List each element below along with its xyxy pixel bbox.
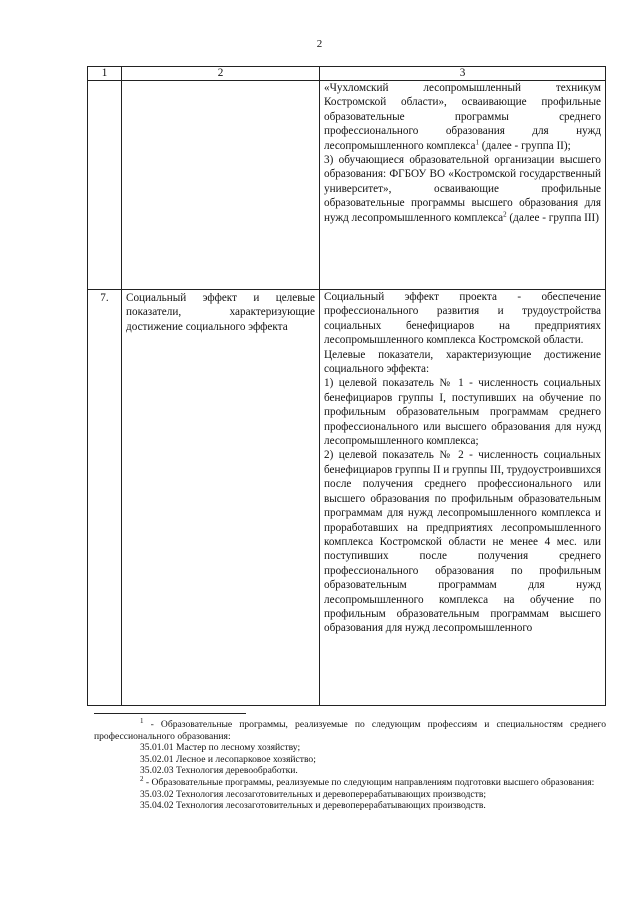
- row-number-cell: [88, 81, 122, 290]
- row-name-cell: Социальный эффект и целевые показатели, характеризующие достижение социального эффекта: [122, 290, 320, 706]
- footnote-ref: 2: [503, 209, 507, 218]
- table-header-row: [88, 67, 606, 81]
- indicators-intro: Целевые показатели, характеризующие достижение социального эффекта:: [324, 348, 601, 376]
- footnote-1: [94, 716, 606, 742]
- footnote-2-item: 35.04.02 Технология лесозаготовительных и деревоперерабатывающих производств.: [140, 800, 486, 812]
- paragraph-tail: (далее - группа II);: [478, 139, 571, 152]
- row-name-cell: [122, 81, 320, 290]
- row-content-cell: [320, 81, 606, 290]
- table-row-continued: [88, 81, 606, 290]
- footnote-1-item: 35.02.01 Лесное и лесопарковое хозяйство;: [140, 753, 316, 765]
- row-content-cell: [320, 290, 606, 706]
- footnote-mark: 1: [140, 716, 144, 725]
- passport-table: [87, 66, 606, 706]
- footnote-2: [94, 774, 606, 789]
- header-cell-2: 2: [122, 67, 320, 81]
- continued-paragraph-2: [324, 153, 601, 225]
- header-cell-3: 3: [320, 67, 606, 81]
- indicator-2: 2) целевой показатель № 2 - численность социальных бенефициаров группы II и группы III, трудоустроившихся после получения среднего профессионального или высшего образования по профильным образовательным программам для нужд лесопромышленного комплекса и проработавших на предприятиях лесопромышленного комплекса Костромской области не менее 4 мес. или поступивших после получения среднего профессионального образования по профильным образовательным программам для нужд лесопромышленного комплекса на обучение по профильным образовательным программам высшего образования для нужд лесопромышленного: [324, 449, 601, 635]
- footnote-separator: [94, 713, 246, 714]
- table-row-7: [88, 290, 606, 706]
- continued-paragraph-1: [324, 81, 601, 153]
- page-number: 2: [316, 38, 323, 50]
- effect-paragraph: Социальный эффект проекта - обеспечение профессионального развития и трудоустройства социальных бенефициаров на предприятиях лесопромышленного комплекса Костромской области.: [324, 291, 601, 347]
- footnote-2-item: 35.03.02 Технология лесозаготовительных и деревоперерабатывающих производств;: [140, 788, 487, 800]
- indicator-1: 1) целевой показатель № 1 - численность социальных бенефициаров группы I, поступивших на обучение по профильным образовательным программам среднего профессионального или высшего образования для нужд лесопромышленного комплекса;: [324, 377, 601, 448]
- footnotes: [94, 716, 606, 812]
- paragraph-text: 3) обучающиеся образовательной организации высшего образования: ФГБОУ ВО «Костромской государственный университет», осваивающие профильные образовательные программы высшего образования для нужд лесопромышленного комплекса: [324, 154, 601, 224]
- footnote-1-item: 35.02.03 Технология деревообработки.: [140, 765, 298, 777]
- footnote-text: - Образовательные программы, реализуемые по следующим профессиям и специальностям среднего профессионального образования:: [94, 719, 606, 742]
- footnote-mark: 2: [140, 774, 144, 783]
- row-number-cell: 7.: [88, 290, 122, 706]
- paragraph-tail: (далее - группа III): [506, 211, 600, 224]
- paragraph-text: «Чухломский лесопромышленный техникум Костромской области», осваивающие профильные образовательные программы среднего профессионального образования для нужд лесопромышленного комплекса: [324, 82, 601, 152]
- header-cell-1: 1: [88, 67, 122, 81]
- footnote-1-item: 35.01.01 Мастер по лесному хозяйству;: [140, 742, 301, 754]
- footnote-text: - Образовательные программы, реализуемые по следующим направлениям подготовки высшего образования:: [143, 776, 595, 788]
- footnote-ref: 1: [475, 137, 479, 146]
